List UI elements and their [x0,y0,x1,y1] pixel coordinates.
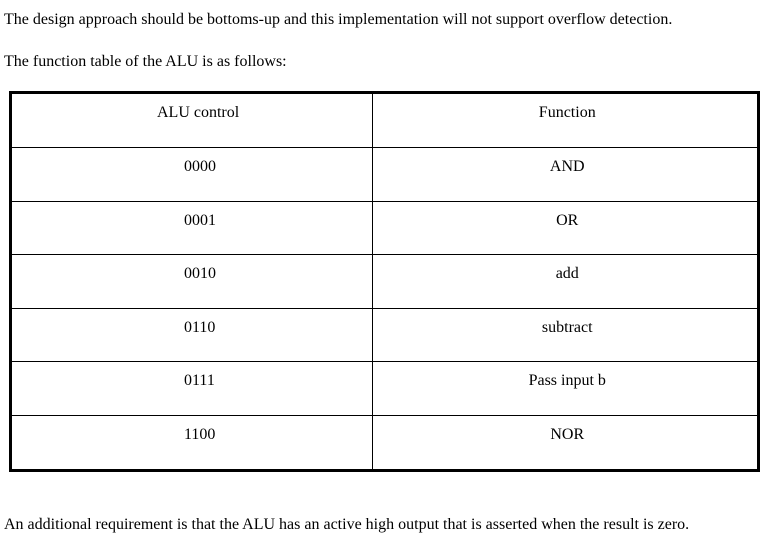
table-row [12,415,757,469]
function-cell: AND [372,148,757,202]
function-cell: add [372,255,757,309]
alu-table [12,94,757,469]
function-cell: Pass input b [372,362,757,416]
function-cell: subtract [372,308,757,362]
table-row [12,362,757,416]
requirement-paragraph: An additional requirement is that the ALU has an active high output that is asserted when the result is zero. [4,516,690,533]
header-function: Function [372,94,757,148]
alu-control-cell: 0001 [12,201,372,255]
table-header-row [12,94,757,148]
header-alu-control: ALU control [12,94,372,148]
alu-control-cell: 0000 [12,148,372,202]
alu-control-cell: 0110 [12,308,372,362]
function-cell: OR [372,201,757,255]
alu-function-table [9,91,760,472]
table-row [12,148,757,202]
alu-control-cell: 0010 [12,255,372,309]
alu-control-cell: 1100 [12,415,372,469]
table-row [12,255,757,309]
intro-paragraph: The design approach should be bottoms-up and this implementation will not support overflow detection. [4,11,673,28]
table-row [12,308,757,362]
table-row [12,201,757,255]
table-intro-paragraph: The function table of the ALU is as follows: [4,53,287,70]
alu-control-cell: 0111 [12,362,372,416]
function-cell: NOR [372,415,757,469]
